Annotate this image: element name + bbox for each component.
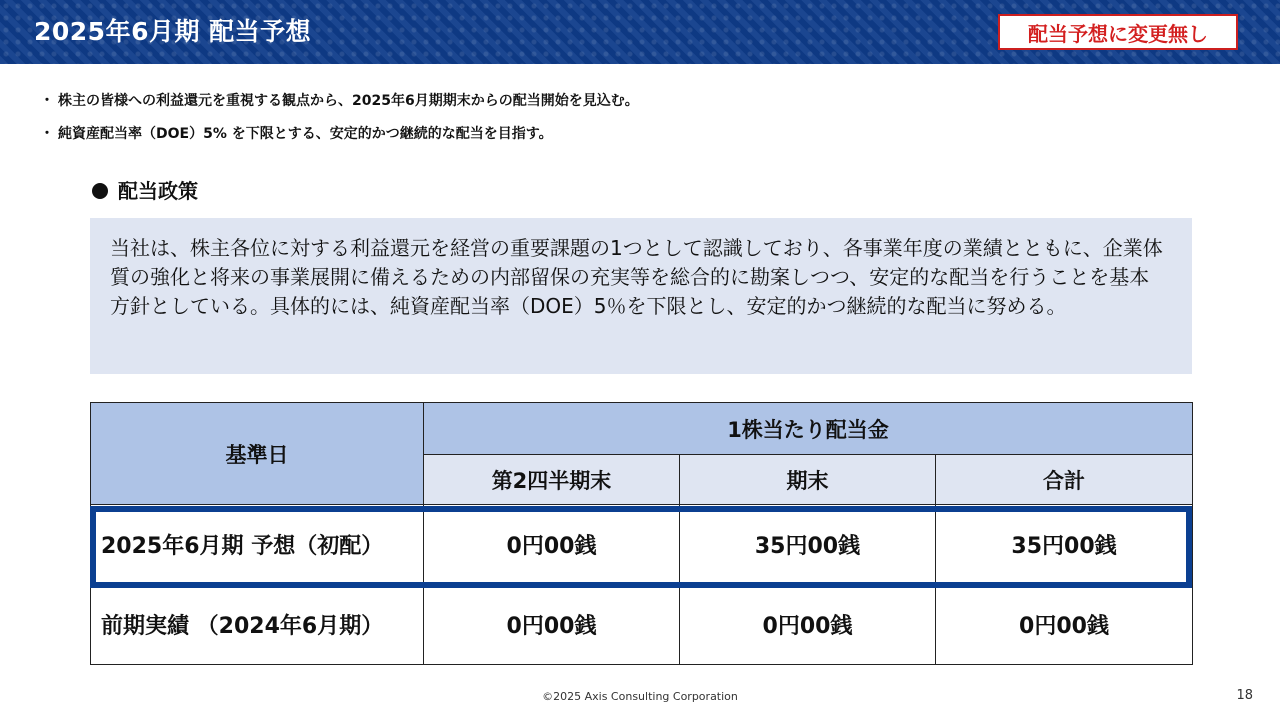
- bullet-disc-icon: [92, 183, 108, 199]
- section-heading: [92, 176, 198, 206]
- q2-end-value: 0円00銭: [424, 585, 680, 665]
- bullet-marker: ・: [40, 126, 54, 142]
- dividend-per-share-header: 1株当たり配当金: [424, 403, 1193, 455]
- total-value: 0円00銭: [936, 585, 1193, 665]
- bullet-item: [40, 124, 639, 144]
- bullet-marker: ・: [40, 93, 54, 109]
- bullet-item: [40, 91, 639, 111]
- summary-bullets: [40, 91, 639, 157]
- q2-end-value: 0円00銭: [424, 505, 680, 585]
- base-date-header: 基準日: [91, 403, 424, 505]
- year-end-value: 35円00銭: [680, 505, 936, 585]
- total-value: 35円00銭: [936, 505, 1193, 585]
- bullet-text: 純資産配当率（DOE）5% を下限とする、安定的かつ継続的な配当を目指す。: [58, 126, 553, 142]
- policy-box: [90, 218, 1192, 374]
- table-header-row: [91, 403, 1193, 455]
- section-title-text: 配当政策: [118, 179, 198, 203]
- row-label: 前期実績 （2024年6月期）: [91, 585, 424, 665]
- row-label: 2025年6月期 予想（初配）: [91, 505, 424, 585]
- status-badge: 配当予想に変更無し: [998, 14, 1238, 50]
- year-end-value: 0円00銭: [680, 585, 936, 665]
- page-number: 18: [1236, 688, 1253, 703]
- year-end-header: 期末: [680, 455, 936, 505]
- dividend-table: [90, 402, 1193, 665]
- table-row: [91, 505, 1193, 585]
- page-title: 2025年6月期 配当予想: [34, 17, 312, 46]
- total-header: 合計: [936, 455, 1193, 505]
- header-band: [0, 0, 1280, 64]
- table-row: [91, 585, 1193, 665]
- q2-end-header: 第2四半期末: [424, 455, 680, 505]
- policy-text: 当社は、株主各位に対する利益還元を経営の重要課題の1つとして認識しており、各事業年度の業績とともに、企業体質の強化と将来の事業展開に備えるための内部留保の充実等を総合的に勘案しつつ、安定的な配当を行うことを基本方針としている。具体的には、純資産配当率（DOE）5％を下限とし、安定的かつ継続的な配当に努める。: [110, 236, 1163, 318]
- copyright-footer: ©2025 Axis Consulting Corporation: [542, 690, 738, 703]
- bullet-text: 株主の皆様への利益還元を重視する観点から、2025年6月期期末からの配当開始を見込む。: [58, 93, 639, 109]
